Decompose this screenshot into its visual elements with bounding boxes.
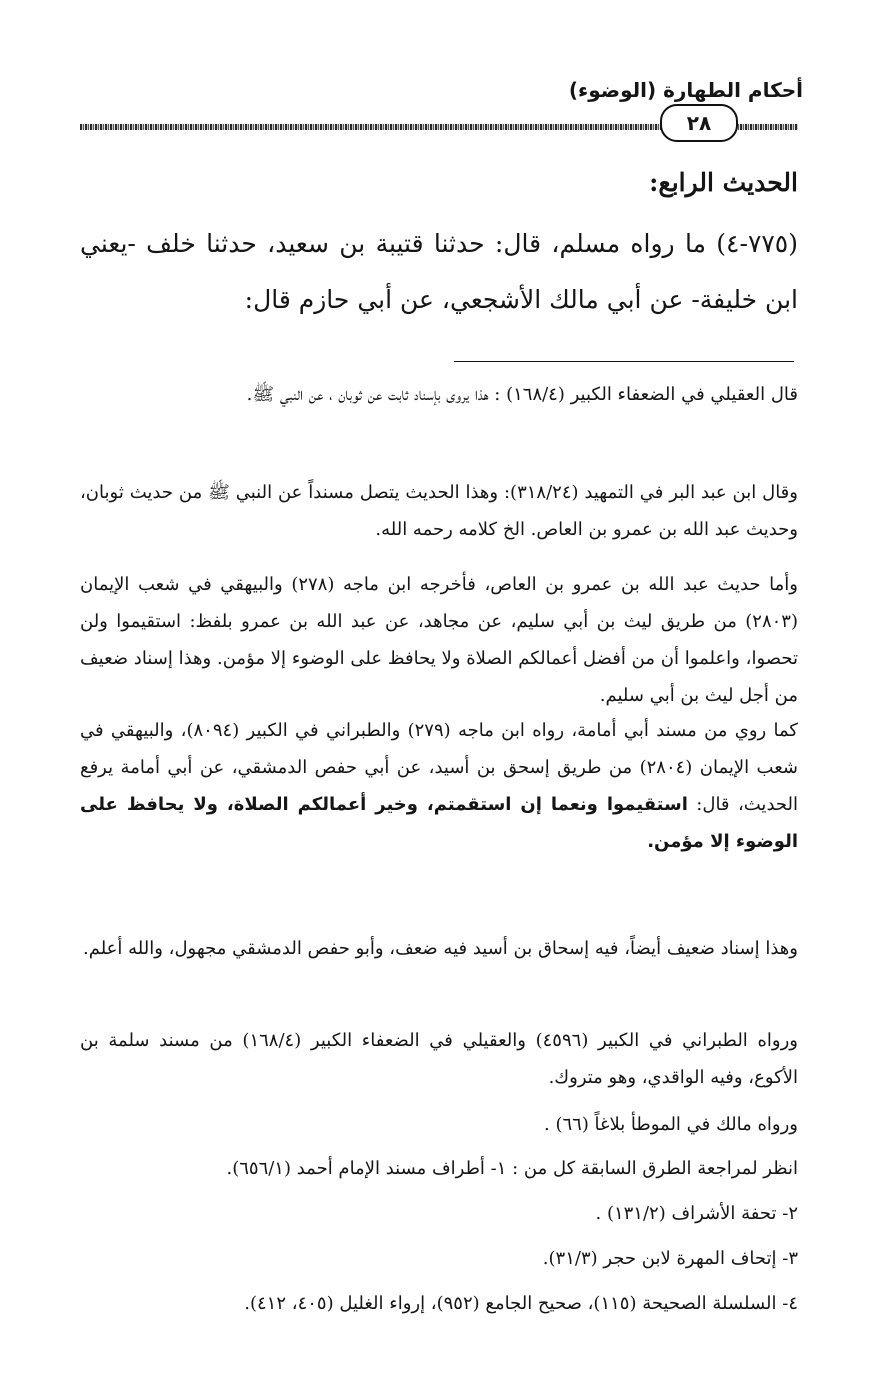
running-title: أحكام الطهارة (الوضوء): [568, 78, 803, 102]
footnote-paragraph: انظر لمراجعة الطرق السابقة كل من : ١- أطراف مسند الإمام أحمد (٦٥٦/١).: [226, 1158, 798, 1179]
footnote-separator: [454, 361, 794, 362]
footnote-paragraph: [80, 712, 798, 860]
footnote-paragraph: وقال ابن عبد البر في التمهيد (٣١٨/٢٤): وهذا الحديث يتصل مسنداً عن النبي ﷺ من حديث ثوبان، وحديث عبد الله بن عمرو بن العاص. الخ كلامه رحمه الله.: [80, 482, 798, 540]
section-heading: الحديث الرابع:: [649, 168, 798, 197]
page-number: ٢٨: [660, 104, 738, 142]
footnote-paragraph: ٤- السلسلة الصحيحة (١١٥)، صحيح الجامع (٩٥٢)، إرواء الغليل (٤٠٥، ٤١٢).: [244, 1293, 798, 1314]
footnote-paragraph: ورواه مالك في الموطأ بلاغاً (٦٦) .: [544, 1114, 798, 1135]
footnote-paragraph: ٣- إتحاف المهرة لابن حجر (٣١/٣).: [542, 1248, 798, 1269]
hadith-text: (٧٧٥-٤) ما رواه مسلم، قال: حدثنا قتيبة بن سعيد، حدثنا خلف -يعني ابن خليفة- عن أبي مالك الأشجعي، عن أبي حازم قال:: [80, 229, 798, 314]
hadith-quote-bold: استقيموا ونعما إن استقمتم، وخير أعمالكم الصلاة، ولا يحافظ على الوضوء إلا مؤمن.: [80, 794, 798, 852]
footnote-paragraph: وأما حديث عبد الله بن عمرو بن العاص، فأخرجه ابن ماجه (٢٧٨) والبيهقي في شعب الإيمان (٢٨٠٣) من طريق ليث بن أبي سليم، عن مجاهد، عن عبد الله بن عمرو بلفظ: استقيموا ولن تحصوا، واعلموا أن من أفضل أعمالكم الصلاة ولا يحافظ على الوضوء إلا مؤمن. وهذا إسناد ضعيف من أجل ليث بن أبي سليم.: [80, 574, 798, 706]
footnote-paragraph: ورواه الطبراني في الكبير (٤٥٩٦) والعقيلي في الضعفاء الكبير (١٦٨/٤) من مسند سلمة بن الأكوع، وفيه الواقدي، وهو متروك.: [80, 1030, 798, 1088]
footnote-paragraph: ٢- تحفة الأشراف (١٣١/٢) .: [595, 1203, 798, 1224]
footnote-paragraph: قال العقيلي في الضعفاء الكبير (١٦٨/٤) : هذا يروى بإسناد ثابت عن ثوبان ، عن النبي ﷺ.: [246, 384, 798, 405]
footnote-text: كما روي من مسند أبي أمامة، رواه ابن ماجه (٢٧٩) والطبراني في الكبير (٨٠٩٤)، والبيهقي في شعب الإيمان (٢٨٠٤) من طريق إسحق بن أسيد، عن أبي حفص الدمشقي، عن أبي أمامة يرفع الحديث، قال:: [80, 720, 798, 815]
footnote-paragraph: وهذا إسناد ضعيف أيضاً، فيه إسحاق بن أسيد فيه ضعف، وأبو حفص الدمشقي مجهول، والله أعلم.: [83, 938, 798, 959]
